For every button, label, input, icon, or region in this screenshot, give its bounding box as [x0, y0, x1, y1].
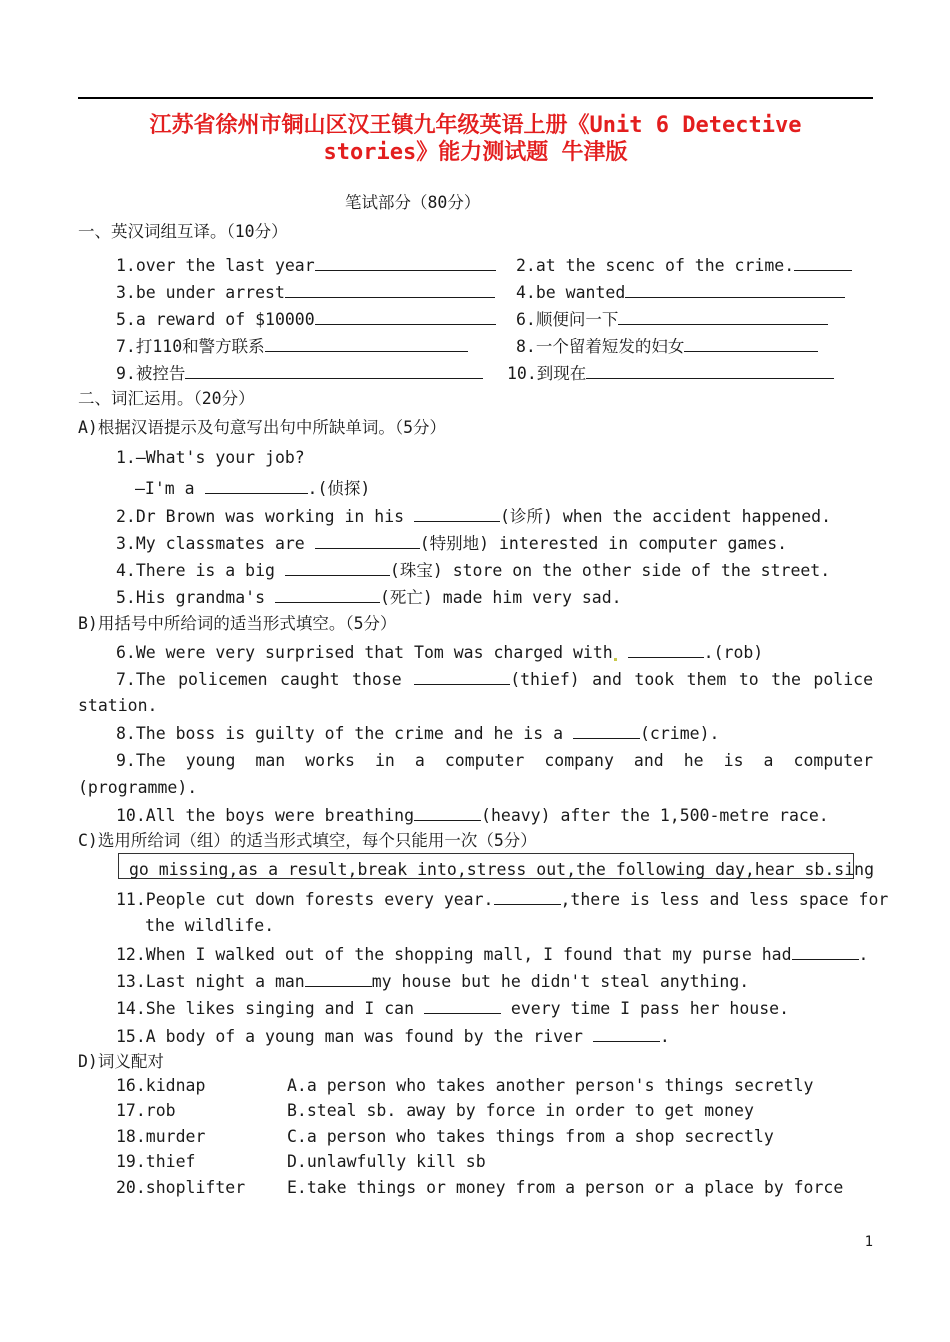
match-right-B: B.steal sb. away by force in order to get money: [287, 1101, 754, 1120]
qb6: 6.We were very surprised that Tom was charged with .(rob): [116, 643, 764, 662]
partB-heading: B)用括号中所给词的适当形式填空。（5分）: [78, 614, 397, 633]
qa2: 2.Dr Brown was working in his (诊所) when the accident happened.: [116, 507, 832, 526]
qc12: 12.When I walked out of the shopping mall, I found that my purse had .: [116, 945, 869, 964]
qa5: 5.His grandma's (死亡) made him very sad.: [116, 588, 622, 607]
match-right-D: D.unlawfully kill sb: [287, 1152, 486, 1171]
word-bank-text: go missing,as a result,break into,stress out,the following day,hear sb.sing: [129, 860, 875, 879]
qa4: 4.There is a big (珠宝) store on the other side of the street.: [116, 561, 831, 580]
item-6: 6.顺便问一下: [516, 309, 828, 330]
qb10: 10.All the boys were breathing (heavy) after the 1,500-metre race.: [116, 806, 829, 825]
section2-heading: 二、词汇运用。（20分）: [78, 389, 255, 408]
written-section-subtitle: 笔试部分（80分）: [345, 193, 481, 212]
item-9: 9.被控告: [116, 363, 483, 384]
qb7-continuation: station.: [78, 696, 158, 715]
match-right-C: C.a person who takes things from a shop secrectly: [287, 1127, 774, 1146]
qc13: 13.Last night a man my house but he didn't steal anything.: [116, 972, 750, 991]
qa1-question: 1.—What's your job?: [116, 448, 305, 467]
page-number: 1: [864, 1234, 873, 1250]
match-left-17: 17.rob: [116, 1101, 176, 1120]
qc11: 11.People cut down forests every year. ,there is less and less space for: [116, 890, 889, 909]
qc11-continuation: the wildlife.: [145, 916, 275, 935]
match-left-18: 18.murder: [116, 1127, 206, 1146]
match-right-A: A.a person who takes another person's things secretly: [287, 1076, 814, 1095]
match-left-16: 16.kidnap: [116, 1076, 206, 1095]
partA-heading: A)根据汉语提示及句意写出句中所缺单词。（5分）: [78, 418, 447, 437]
word-bank-box: [118, 853, 875, 879]
document-title-line2: stories》能力测试题 牛津版: [323, 140, 628, 165]
partD-heading: D)词义配对: [78, 1052, 164, 1071]
item-4: 4.be wanted: [516, 282, 845, 303]
qb9: 9.The young man works in a computer company and he is a computer: [116, 751, 873, 770]
qb9-continuation: (programme).: [78, 778, 198, 797]
qc15: 15.A body of a young man was found by the river .: [116, 1027, 670, 1046]
qb8: 8.The boss is guilty of the crime and he is a (crime).: [116, 724, 720, 743]
item-7: 7.打110和警方联系: [116, 336, 468, 357]
header-rule: [78, 97, 873, 99]
item-1: 1.over the last year: [116, 255, 496, 276]
match-left-20: 20.shoplifter: [116, 1178, 246, 1197]
section1-heading: 一、英汉词组互译。（10分）: [78, 222, 288, 241]
item-10: 10.到现在: [507, 363, 834, 384]
match-left-19: 19.thief: [116, 1152, 196, 1171]
item-3: 3.be under arrest: [116, 282, 495, 303]
partC-heading: C)选用所给词（组）的适当形式填空，每个只能用一次（5分）: [78, 831, 537, 850]
item-8: 8.一个留着短发的妇女: [516, 336, 818, 357]
qc14: 14.She likes singing and I can every time I pass her house.: [116, 999, 790, 1018]
document-title-line1: 江苏省徐州市铜山区汉王镇九年级英语上册《Unit 6 Detective: [149, 113, 802, 138]
qa3: 3.My classmates are (特别地) interested in computer games.: [116, 534, 788, 553]
item-2: 2.at the scenc of the crime.: [516, 255, 852, 276]
qb7: 7.The policemen caught those (thief) and took them to the police: [116, 670, 874, 689]
item-5: 5.a reward of $10000: [116, 309, 496, 330]
qa1-answer: —I'm a .(侦探): [135, 479, 371, 498]
match-right-E: E.take things or money from a person or a place by force: [287, 1178, 844, 1197]
